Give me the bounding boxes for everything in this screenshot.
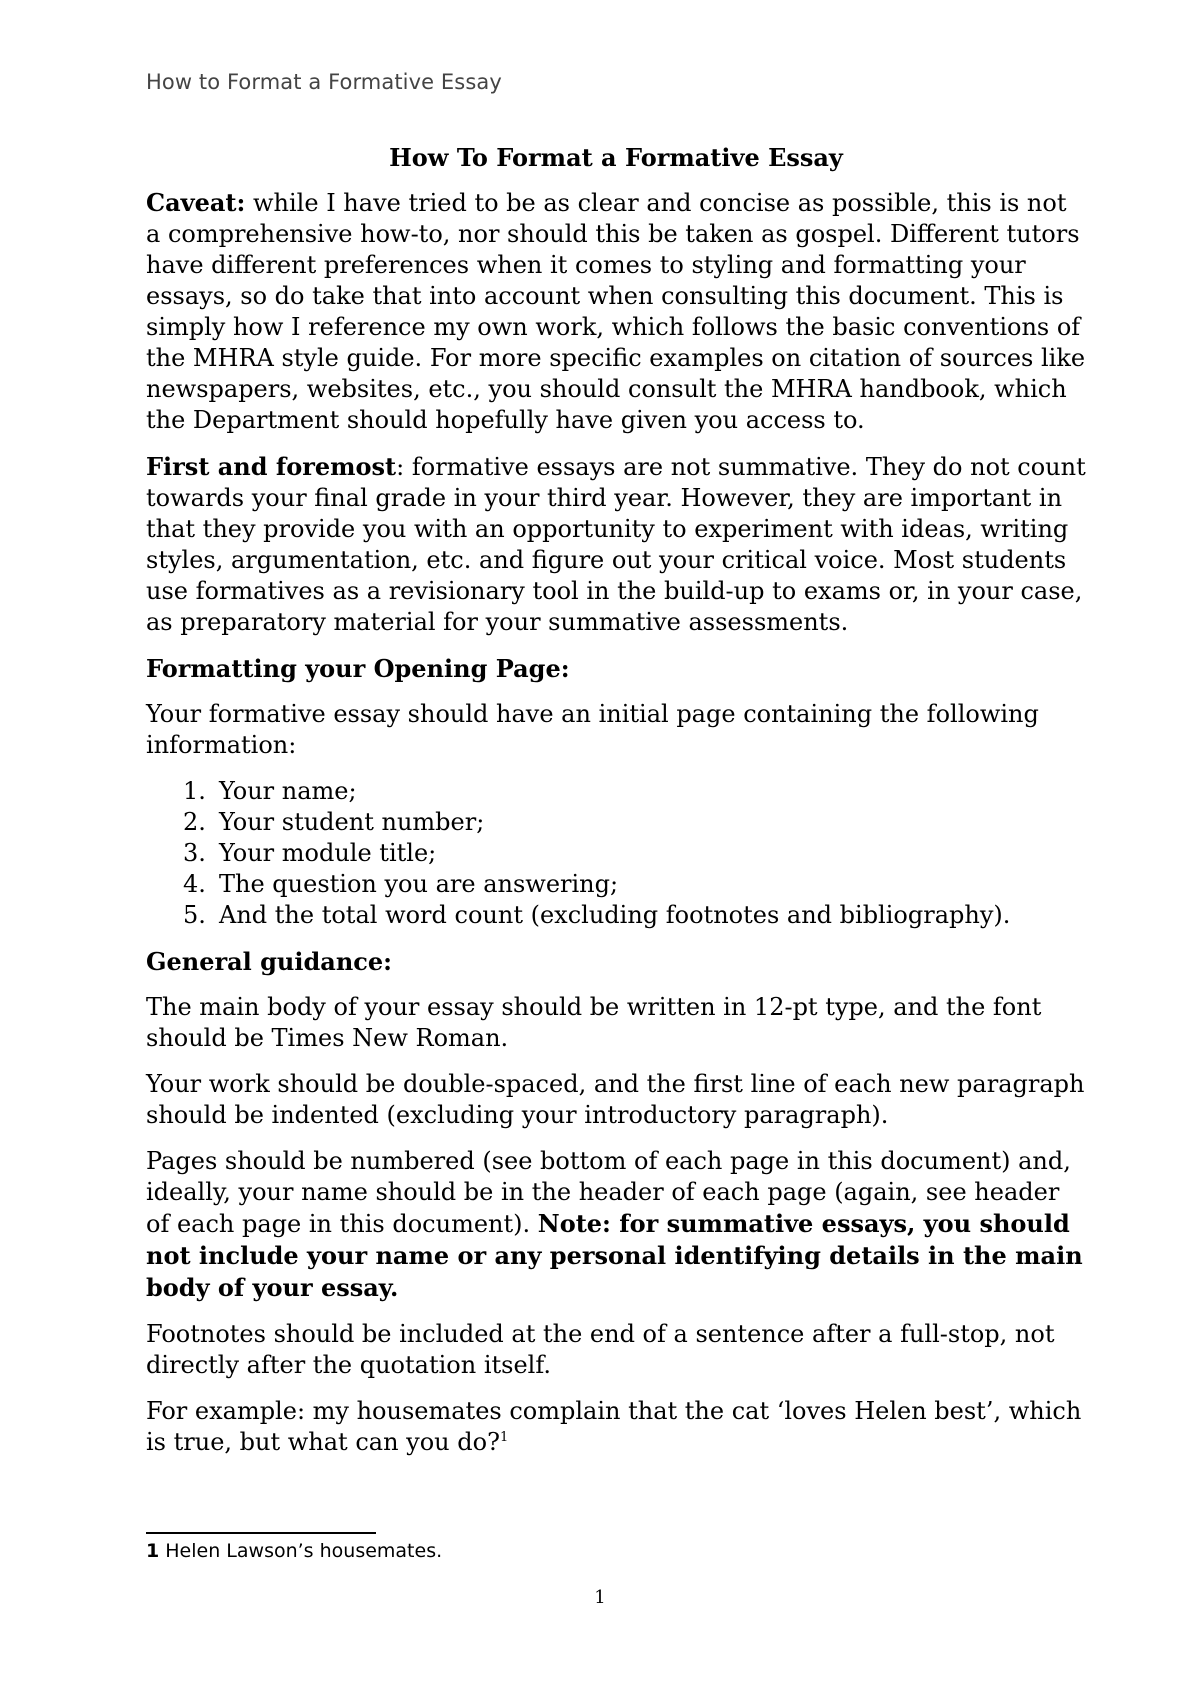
list-item — [146, 807, 1086, 838]
opening-page-list — [146, 776, 1086, 931]
list-number: 1. — [183, 777, 206, 805]
footnote-separator — [146, 1532, 376, 1534]
list-text: Your student number; — [219, 808, 485, 836]
list-text: Your module title; — [219, 839, 437, 867]
list-text: Your name; — [219, 777, 357, 805]
running-header: How to Format a Formative Essay — [146, 70, 502, 94]
document-title: How To Format a Formative Essay — [389, 143, 843, 172]
caveat-label: Caveat: — [146, 188, 246, 217]
list-number: 4. — [183, 870, 206, 898]
list-item — [146, 776, 1086, 807]
footnote-text: Helen Lawson’s housemates. — [159, 1540, 443, 1562]
list-item — [146, 838, 1086, 869]
document-body — [146, 142, 1086, 1473]
font-guidance-paragraph: The main body of your essay should be written in 12-pt type, and the font should be Times New Roman. — [146, 993, 1042, 1052]
list-item — [146, 900, 1086, 931]
footnote-guidance-paragraph: Footnotes should be included at the end of a sentence after a full-stop, not directly after the quotation itself. — [146, 1320, 1055, 1379]
list-text: And the total word count (excluding footnotes and bibliography). — [219, 901, 1011, 929]
summative-note: Note: for summative essays, you should not include your name or any personal identifying details in the main body of your essay. — [146, 1209, 1083, 1302]
opening-page-intro: Your formative essay should have an initial page containing the following information: — [146, 700, 1039, 759]
list-item — [146, 869, 1086, 900]
footnote-number: 1 — [146, 1540, 160, 1562]
first-and-foremost-paragraph — [146, 451, 1086, 638]
first-and-foremost-text: : formative essays are not summative. They do not count towards your final grade in your third year. However, they are important in that they provide you with an opportunity to experiment with ideas, writing styles, argumentation, etc. and figure out your critical voice. Most students use formatives as a revisionary tool in the build-up to exams or, in your case, as preparatory material for your summative assessments. — [146, 453, 1086, 636]
list-number: 5. — [183, 901, 206, 929]
general-guidance-heading: General guidance: — [146, 947, 393, 976]
list-text: The question you are answering; — [219, 870, 619, 898]
list-number: 2. — [183, 808, 206, 836]
spacing-guidance-paragraph: Your work should be double-spaced, and the first line of each new paragraph should be indented (excluding your introductory paragraph). — [146, 1070, 1085, 1129]
example-paragraph — [146, 1396, 1086, 1458]
first-and-foremost-label: First and foremost — [146, 452, 397, 481]
list-number: 3. — [183, 839, 206, 867]
caveat-text: while I have tried to be as clear and concise as possible, this is not a comprehensive how-to, nor should this be taken as gospel. Different tutors have different preferences when it comes to styling and formatting your essays, so do take that into account when consulting this document. This is simply how I reference my own work, which follows the basic conventions of the MHRA style guide. For more specific examples on citation of sources like newspapers, websites, etc., you should consult the MHRA handbook, which the Department should hopefully have given you access to. — [146, 189, 1086, 434]
footnote-reference[interactable]: 1 — [499, 1430, 509, 1445]
caveat-paragraph — [146, 187, 1086, 436]
example-text: For example: my housemates complain that the cat ‘loves Helen best’, which is true, but what can you do? — [146, 1397, 1082, 1456]
page-number: 1 — [594, 1587, 606, 1608]
opening-page-heading: Formatting your Opening Page: — [146, 654, 570, 683]
page-numbering-paragraph — [146, 1146, 1086, 1304]
page-numbering-text: Pages should be numbered (see bottom of each page in this document) and, ideally, your name should be in the header of each page (again, see header of each page in this document). — [146, 1147, 1071, 1238]
footnote — [146, 1540, 442, 1562]
